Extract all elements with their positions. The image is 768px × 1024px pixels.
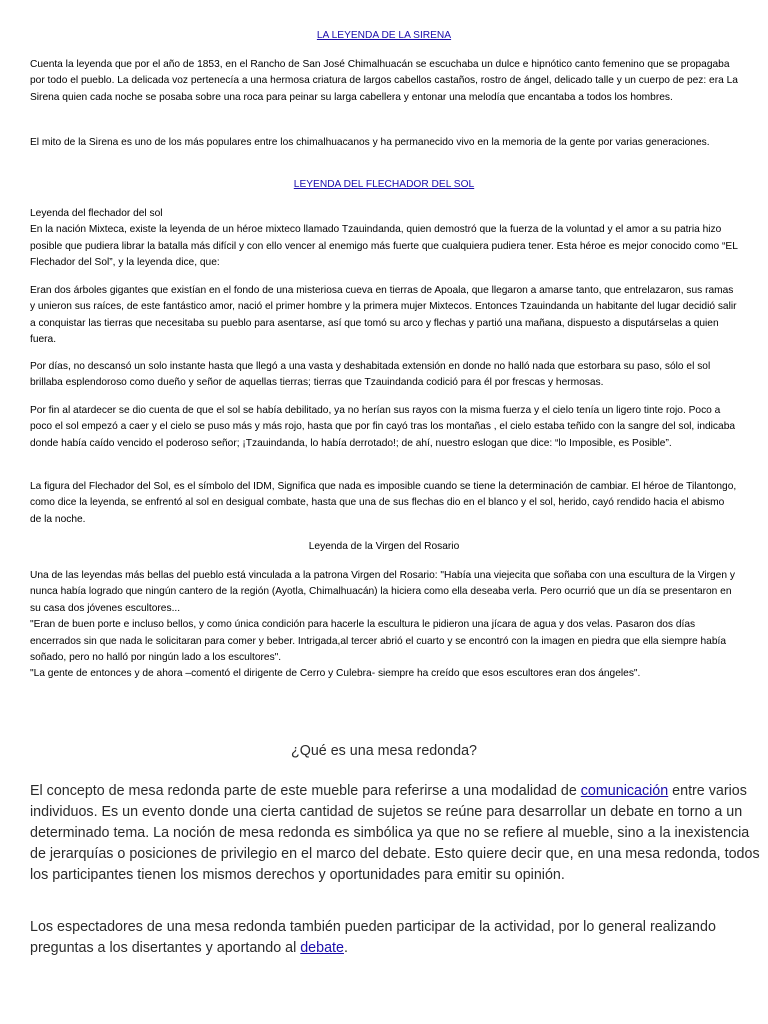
sirena-text-1: Cuenta la leyenda que por el año de 1853, en el Rancho de San José Chimalhuacán se escuchaba un dulce e hipnótico canto femenino que se propagaba por todo el pueblo. La delicada voz pertenecía a una hermosa criatura de largos cabellos castaños, rostro de ángel, delicado talle y un cuerpo de pez: era La Sirena quien cada noche se posaba sobre una roca para peinar su larga cabellera y entonar una melodía que encantaba a todos los hombres. — [30, 59, 738, 103]
mesa-paragraph-1 — [30, 781, 760, 886]
mesa-text-2b: . — [343, 940, 348, 956]
flechador-paragraph-1 — [30, 206, 738, 272]
virgen-paragraph — [30, 568, 738, 683]
virgen-text-1: Una de las leyendas más bellas del pueblo está vinculada a la patrona Virgen del Rosario: "Había una viejecita que soñaba con una escultura de la Virgen y nunca había logrado que ningún cantero de la región (Ayotla, Chimalhuacán) la hiciera como ella deseaba verla. Pero ocurrió que un día se presentaron en su casa dos jóvenes escultores... — [30, 570, 735, 614]
flechador-paragraph-3 — [30, 359, 738, 392]
mesa-text-1b: entre varios individuos. Es un evento donde una cierta cantidad de sujetos se reúne para desarrollar un debate en torno a un determinado tema. La noción de mesa redonda es simbólica ya que no se refiere al mueble, sino a la inexistencia de jerarquías o posiciones de privilegio en el marco del debate. Esto quiere decir que, en una mesa redonda, todos los participantes tienen los mismos derechos y oportunidades para emitir su opinión. — [30, 783, 760, 883]
sirena-paragraph-2 — [30, 135, 738, 151]
flechador-text-5: La figura del Flechador del Sol, es el símbolo del IDM, Significa que nada es imposible cuando se tiene la determinación de cambiar. El héroe de Tilantongo, como dice la leyenda, se enfrentó al sol en desigual combate, hasta que una de sus flechas dio en el blanco y el sol, herido, cayó rendido hacia el abismo de la noche. — [30, 481, 737, 525]
flechador-title-link[interactable]: LEYENDA DEL FLECHADOR DEL SOL — [293, 179, 475, 190]
flechador-paragraph-5 — [30, 479, 738, 528]
mesa-text-2a: Los espectadores de una mesa redonda también pueden participar de la actividad, por lo general realizando preguntas a los disertantes y aportando al — [30, 919, 716, 956]
debate-link[interactable]: debate — [300, 940, 344, 956]
mesa-paragraph-2 — [30, 917, 760, 959]
mesa-question-heading: ¿Qué es una mesa redonda? — [291, 743, 477, 759]
virgen-text-3: "La gente de entonces y de ahora –comentó el dirigente de Cerro y Culebra- siempre ha creído que esos escultores eran dos ángeles". — [30, 668, 641, 680]
virgen-text-2: "Eran de buen porte e incluso bellos, y como única condición para hacerle la escultura le pidieron una jícara de agua y dos velas. Pasaron dos días encerrados sin que nada le solicitaran para comer y beber. Intrigada,al tercer abrió el cuarto y se encontró con la imagen en piedra que ella siempre había soñado, pero no halló por ningún lado a los escultores". — [30, 619, 726, 664]
flechador-paragraph-2 — [30, 283, 738, 349]
mesa-text-1a: El concepto de mesa redonda parte de este mueble para referirse a una modalidad de — [30, 783, 581, 799]
flechador-paragraph-4 — [30, 403, 738, 452]
flechador-text-3: Por días, no descansó un solo instante hasta que llegó a una vasta y deshabitada extensión en donde no halló nada que estorbara su paso, sólo el sol brillaba esplendoroso como dueño y señor de aquellas tierras; tierras que Tzauindanda codició para él por frescas y hermosas. — [30, 361, 711, 389]
comunicacion-link[interactable]: comunicación — [580, 783, 669, 799]
flechador-heading: Leyenda del flechador del sol — [30, 208, 163, 219]
virgen-title: Leyenda de la Virgen del Rosario — [308, 541, 460, 552]
flechador-title — [0, 179, 768, 190]
sirena-paragraph-1 — [30, 57, 738, 106]
flechador-text-1: En la nación Mixteca, existe la leyenda de un héroe mixteco llamado Tzauindanda, quien demostró que la fuerza de la voluntad y el amor a su patria hizo posible que pudiera librar la batalla más difícil y con ello vencer al enemigo más fuerte que cualquiera pudiera tener. Esta héroe es mejor conocido como “EL Flechador del Sol”, y la leyenda dice, que: — [30, 224, 738, 269]
sirena-title-link[interactable]: LA LEYENDA DE LA SIRENA — [316, 30, 452, 41]
flechador-text-2: Eran dos árboles gigantes que existían en el fondo de una misteriosa cueva en tierras de Apoala, que llegaron a amarse tanto, que entrelazaron, sus ramas y unieron sus raíces, de este fantástico amor, nació el primer hombre y la primera mujer Mixtecos. Entonces Tzauindanda un habitante del lugar decidió salir a conquistar las tierras que necesitaba su pueblo para asentarse, así que tomó su arco y flechas y partió una mañana, dispuesto a disputárselas a quien fuera. — [30, 285, 737, 346]
sirena-title — [0, 30, 768, 41]
sirena-text-2: El mito de la Sirena es uno de los más populares entre los chimalhuacanos y ha permanecido vivo en la memoria de la gente por varias generaciones. — [30, 137, 710, 148]
flechador-text-4: Por fin al atardecer se dio cuenta de que el sol se había debilitado, ya no herían sus rayos con la misma fuerza y el cielo tenía un ligero tinte rojo. Poco a poco el sol empezó a caer y el cielo se puso más y más rojo, hasta que por fin cayó tras los montañas , el cielo estaba teñido con la sangre del sol, indicaba donde había caído vencido el poderoso señor; ¡Tzauindanda, lo había derrotado!; de ahí, nuestro eslogan que dice: “lo Imposible, es Posible”. — [30, 405, 736, 449]
